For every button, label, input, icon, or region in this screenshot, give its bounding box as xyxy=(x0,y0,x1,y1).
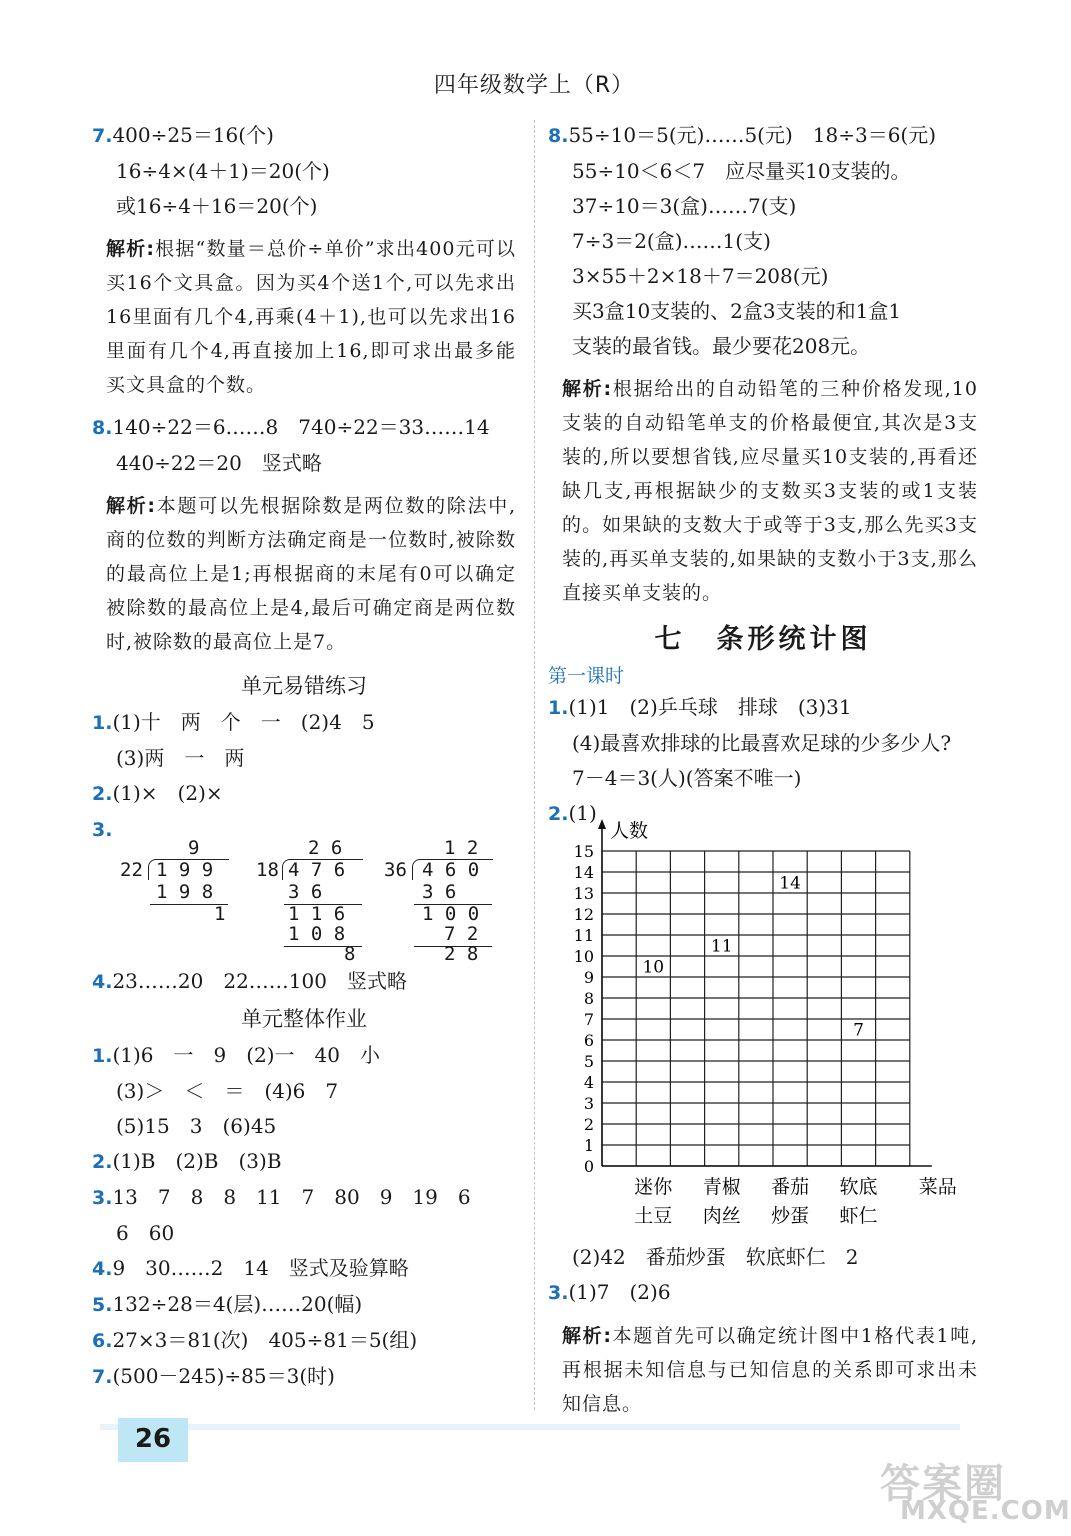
long-divisions xyxy=(92,838,516,964)
dividend: 4 6 0 xyxy=(422,859,480,881)
lesson-title: 第一课时 xyxy=(548,665,625,687)
x-axis-label: 菜品 xyxy=(918,1176,957,1198)
quotient: 1 2 xyxy=(444,837,479,859)
answer-line: 6.27×3＝81(次) 405÷81＝5(组) xyxy=(92,1328,418,1352)
divisor: 22 xyxy=(120,859,143,881)
answer-line: 1.(1)1 (2)乒乓球 排球 (3)31 xyxy=(548,695,852,719)
value-label: 14 xyxy=(779,873,801,894)
y-tick-label: 12 xyxy=(573,905,594,924)
explanation: 解析:本题首先可以确定统计图中1格代表1吨,再根据未知信息与已知信息的关系即可求出未知信息。 xyxy=(562,1325,978,1415)
explanation: 解析:根据给出的自动铅笔的三种价格发现,10支装的自动铅笔单支的价格最便宜,其次是3支装的,所以要想省钱,应尽量买10支装的,再看还缺几支,再根据缺少的支数买3支装的或1支装的。如果缺的支数大于或等于3支,那么先买3支装的,再买单支装的,如果缺的支数小于3支,那么直接买单支装的。 xyxy=(562,378,978,604)
y-tick-label: 8 xyxy=(583,989,594,1008)
answer-line: 7.400÷25＝16(个) xyxy=(92,123,274,147)
x-category-label: 肉丝 xyxy=(702,1205,741,1227)
x-category-label: 迷你 xyxy=(634,1176,673,1198)
answer-line: 买3盒10支装的、2盒3支装的和1盒1 xyxy=(572,299,902,323)
column-divider xyxy=(534,120,535,1410)
answer-line: (5)15 3 (6)45 xyxy=(116,1114,277,1138)
answer-line: 1.(1)十 两 个 一 (2)4 5 xyxy=(92,710,375,734)
x-category-label: 软底 xyxy=(839,1176,878,1198)
y-tick-label: 15 xyxy=(573,842,594,861)
question-number: 3. xyxy=(92,1187,113,1209)
answer-line: 7÷3＝2(盒)……1(支) xyxy=(572,229,771,253)
remainder: 2 8 xyxy=(444,943,479,965)
question-number: 1. xyxy=(548,697,569,719)
answer-line: 3.13 7 8 8 11 7 80 9 19 6 xyxy=(92,1185,471,1209)
answer-line: 支装的最省钱。最少要花208元。 xyxy=(572,334,871,358)
x-category-label: 青椒 xyxy=(702,1176,741,1198)
partial-product: 3 6 xyxy=(422,881,457,903)
answer-line: 3.(1)7 (2)6 xyxy=(548,1280,671,1304)
answer-line: 3×55＋2×18＋7＝208(元) xyxy=(572,264,829,288)
answer-line: 37÷10＝3(盒)……7(支) xyxy=(572,194,797,218)
y-tick-label: 1 xyxy=(583,1136,594,1155)
value-label: 7 xyxy=(853,1020,864,1041)
value-label: 10 xyxy=(642,957,665,978)
watermark-domain: MXQE.COM xyxy=(900,1496,1071,1526)
dividend: 1 9 9 xyxy=(156,859,214,881)
question-number: 8. xyxy=(548,125,569,147)
divisor: 36 xyxy=(384,859,407,881)
x-category-label: 炒蛋 xyxy=(771,1205,810,1227)
y-tick-label: 14 xyxy=(573,863,594,882)
y-tick-label: 0 xyxy=(583,1157,594,1176)
answer-line: 7－4＝3(人)(答案不唯一) xyxy=(572,766,802,790)
y-tick-label: 9 xyxy=(583,968,594,987)
explanation: 解析:根据“数量＝总价÷单价”求出400元可以买16个文具盒。因为买4个送1个,可以先求出16里面有几个4,再乘(4＋1),也可以先求出16里面有几个4,再直接加上16,即可求出最多能买文具盒的个数。 xyxy=(106,238,516,396)
answer-line: 8.55÷10＝5(元)……5(元) 18÷3＝6(元) xyxy=(548,123,937,147)
question-number: 7. xyxy=(92,125,113,147)
y-tick-label: 7 xyxy=(583,1010,594,1029)
answer-line: 1.(1)6 一 9 (2)一 40 小 xyxy=(92,1043,381,1067)
answer-line: 4.23……20 22……100 竖式略 xyxy=(92,969,407,993)
page-number-tab xyxy=(118,1418,188,1462)
question-number: 6. xyxy=(92,1330,113,1352)
answer-line: (2)42 番茄炒蛋 软底虾仁 2 xyxy=(572,1245,859,1269)
section-title: 单元整体作业 xyxy=(241,1007,367,1031)
answer-line: (3)两 一 两 xyxy=(116,746,245,770)
partial-product: 3 6 xyxy=(288,881,323,903)
y-tick-label: 10 xyxy=(573,947,594,966)
y-tick-label: 11 xyxy=(573,926,594,945)
answer-line: 4.9 30……2 14 竖式及验算略 xyxy=(92,1256,409,1280)
answer-line: 440÷22＝20 竖式略 xyxy=(116,451,322,475)
question-number: 5. xyxy=(92,1294,113,1316)
partial-product: 7 2 xyxy=(444,923,479,945)
right-column xyxy=(548,118,978,1429)
question-number: 7. xyxy=(92,1366,113,1388)
question-number: 4. xyxy=(92,1258,113,1280)
question-number: 2. xyxy=(548,803,569,825)
footer-band xyxy=(100,1424,960,1430)
chapter-title: 七 条形统计图 xyxy=(654,624,872,655)
answer-line: 2.(1)B (2)B (3)B xyxy=(92,1149,282,1173)
bar-chart-grid xyxy=(548,820,978,1240)
partial-product: 1 0 8 xyxy=(288,923,346,945)
y-tick-label: 4 xyxy=(583,1073,594,1092)
x-category-label: 虾仁 xyxy=(839,1205,878,1227)
answer-line: 8.140÷22＝6……8 740÷22＝33……14 xyxy=(92,415,490,439)
answer-line: 2.(1)× (2)× xyxy=(92,781,223,805)
y-tick-label: 13 xyxy=(573,884,594,903)
section-title: 单元易错练习 xyxy=(241,674,367,698)
question-number: 2. xyxy=(92,1151,113,1173)
watermark xyxy=(880,1452,1071,1526)
remainder: 8 xyxy=(344,943,356,965)
partial-product: 1 9 8 xyxy=(156,881,214,903)
y-tick-label: 3 xyxy=(583,1094,594,1113)
answer-line: (4)最喜欢排球的比最喜欢足球的少多少人? xyxy=(572,731,952,755)
y-axis-label: 人数 xyxy=(610,820,649,842)
question-number: 8. xyxy=(92,417,113,439)
left-column xyxy=(92,118,516,1395)
question-number: 1. xyxy=(92,1045,113,1067)
x-category-label: 番茄 xyxy=(771,1176,810,1198)
page-number: 26 xyxy=(134,1424,172,1454)
quotient: 9 xyxy=(188,837,200,859)
question-number: 3. xyxy=(548,1282,569,1304)
y-tick-label: 2 xyxy=(583,1115,594,1134)
answer-line: 16÷4×(4＋1)＝20(个) xyxy=(116,159,330,183)
answer-line: 55÷10＜6＜7 应尽量买10支装的。 xyxy=(572,159,911,183)
question-number: 4. xyxy=(92,971,113,993)
partial-remainder: 1 0 0 xyxy=(422,903,480,925)
answer-line: 6 60 xyxy=(116,1221,175,1245)
question-number: 3. xyxy=(92,819,113,841)
quotient: 2 6 xyxy=(308,837,343,859)
x-category-label: 土豆 xyxy=(634,1205,673,1227)
question-number: 2. xyxy=(92,783,113,805)
answer-line: 5.132÷28＝4(层)……20(幅) xyxy=(92,1292,363,1316)
watermark-logo-text: 答案圈 xyxy=(880,1461,1006,1507)
question-number: 1. xyxy=(92,712,113,734)
dividend: 4 7 6 xyxy=(288,859,346,881)
chart-svg xyxy=(548,820,978,1240)
y-tick-label: 5 xyxy=(583,1052,594,1071)
y-tick-label: 6 xyxy=(583,1031,594,1050)
divisor: 18 xyxy=(256,859,279,881)
answer-line: 7.(500－245)÷85＝3(时) xyxy=(92,1364,335,1388)
answer-line: 或16÷4＋16＝20(个) xyxy=(116,194,318,218)
page-header: 四年级数学上（R） xyxy=(433,73,635,98)
partial-remainder: 1 1 6 xyxy=(288,903,346,925)
answer-line: 2.(1) xyxy=(548,801,597,825)
value-label: 11 xyxy=(710,936,733,957)
remainder: 1 xyxy=(214,903,226,925)
answer-line: (3)＞ ＜ ＝ (4)6 7 xyxy=(116,1079,339,1103)
explanation: 解析:本题可以先根据除数是两位数的除法中,商的位数的判断方法确定商是一位数时,被除数的最高位上是1;再根据商的末尾有0可以确定被除数的最高位上是4,最后可确定商是两位数时,被除数的最高位上是7。 xyxy=(106,495,516,653)
